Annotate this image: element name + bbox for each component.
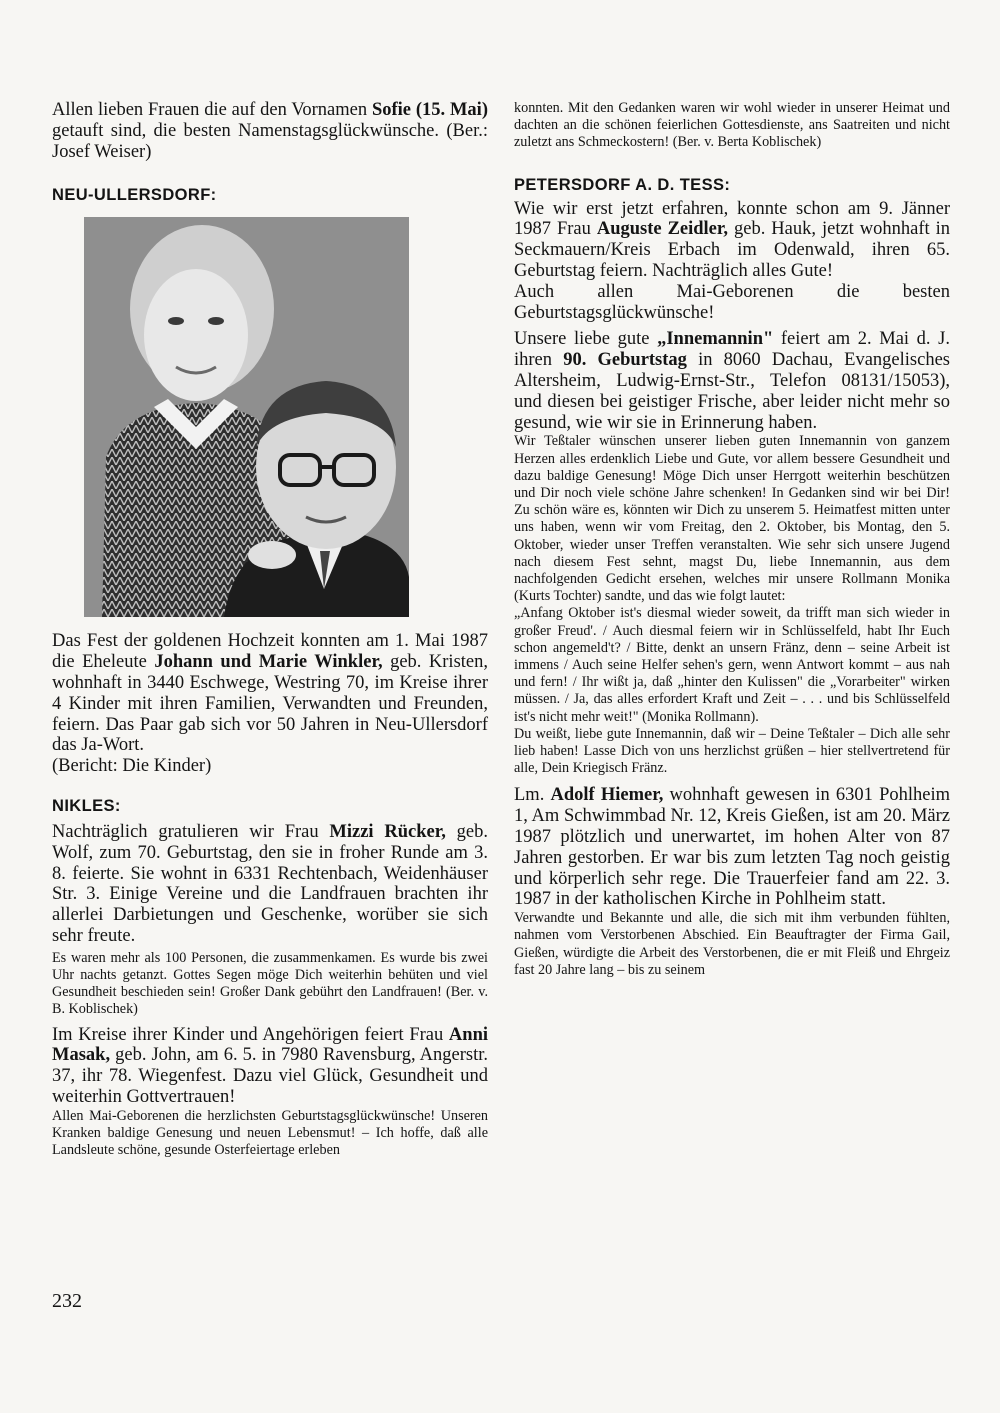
zeidler-text: Wie wir erst jetzt erfahren, konnte schon am 9. Jänner 1987 Frau bbox=[514, 198, 950, 240]
intro-bold: Sofie (15. Mai) bbox=[371, 100, 488, 120]
masak-text-2: geb. John, am 6. 5. in 7980 Ravensburg, Angerstr. 37, ihr 78. Wiegenfest. Dazu viel Glück, Gesundheit und weiterhin Gottvertrauen! bbox=[52, 1045, 488, 1107]
innemannin-birthday: 90. Geburtstag bbox=[563, 350, 687, 371]
ruecker-name: Mizzi Rücker, bbox=[329, 821, 446, 842]
masak-name: Anni Masak, bbox=[52, 1024, 488, 1066]
hiemer-text: Lm. bbox=[514, 785, 551, 806]
heading-petersdorf: PETERSDORF A. D. TESS: bbox=[514, 175, 731, 194]
poem-paragraph: „Anfang Oktober ist's diesmal wieder soweit, da trifft man sich wieder in großer Freud'. / Auch diesmal feiern wir in Schlüsselfeld, habt Ihr Euch schon angemeld't? / Bitte, denkt an unsern Fränz, denn – seine Arbeit ist immens / Auch seine Helfer sehen's gern, wenn Antwort kommt – aus nah und fern! / Ihr wißt ja, daß „hinter den Kulissen" die „Vorarbeiter" wirken müssen. / Ja, das alles erfordert Kraft und Zeit – . . . und bis Schlüsselfeld ist's nicht mehr weit!" (Monika Rollmann). bbox=[514, 605, 950, 725]
innemannin-text-3: in 8060 Dachau, Evangelisches Altersheim, Ludwig-Ernst-Str., Telefon 08131/15053), und diesen bei geistiger Frische, aber leider nicht mehr so gesund, wie wir sie in Erinnerung haben. bbox=[514, 350, 950, 433]
ruecker-text-2: geb. Wolf, zum 70. Geburtstag, den sie in froher Runde am 3. 8. feierte. Sie wohnt in 6331 Rechtenbach, Weidenhäuser Str. 3. Einige Vereine und die Landfrauen brachten ihr allerlei Darbietungen und Geschenke, worüber sie sich sehr freute. bbox=[52, 821, 488, 946]
innemannin-text: Unsere liebe gute bbox=[514, 329, 658, 350]
heading-neu-ullersdorf: NEU-ULLERSDORF: bbox=[52, 186, 217, 205]
winkler-source: (Bericht: Die Kinder) bbox=[52, 756, 212, 777]
zeidler-paragraph bbox=[514, 199, 950, 324]
page-number: 232 bbox=[52, 1290, 82, 1312]
tesstaler-wishes-paragraph: Wir Teßtaler wünschen unserer lieben guten Innemannin von ganzem Herzen alles erdenklich Liebe und Gute, vor allem bessere Gesundheit und dazu baldige Genesung! Möge Dich unser Herrgott weiterhin beschützen und Dir noch viele schöne Jahre schenken! In Gedanken sind wir bei Dir! Zu schön wäre es, könnten wir Dich zu unserem 5. Heimatfest mitten unter uns haben, wenn wir vom Freitag, den 2. Oktober, bis Montag, den 5. Oktober, wieder unser Treffen veranstalten. Wie sehr sich unsere Jugend nach diesem Fest sehnt, magst Du, liebe Innemannin, aus dem nachfolgenden Gedicht ersehen, welches mir unsere Rollmann Monika (Kurts Tochter) sandte, und das wie folgt lautet: bbox=[514, 433, 950, 605]
couple-portrait-image bbox=[84, 217, 409, 617]
masak-paragraph bbox=[52, 1025, 488, 1108]
winkler-paragraph bbox=[52, 631, 488, 777]
heading-nikles: NIKLES: bbox=[52, 796, 121, 815]
hiemer-name: Adolf Hiemer, bbox=[550, 785, 664, 806]
nikles-closing-paragraph: Allen Mai-Geborenen die herzlichsten Geburtstagsglückwünsche! Unseren Kranken baldige Genesung und neuen Lebensmut! – Ich hoffe, daß alle Landsleute schöne, gesunde Osterfeiertage erleben bbox=[52, 1107, 488, 1159]
winkler-names: Johann und Marie Winkler, bbox=[154, 652, 383, 673]
zeidler-name: Auguste Zeidler, bbox=[596, 219, 729, 240]
zeidler-may-wishes: Auch allen Mai-Geborenen die besten Geburtstagsglückwünsche! bbox=[514, 281, 950, 323]
hiemer-farewell-paragraph: Verwandte und Bekannte und alle, die sich mit ihm verbunden fühlten, nahmen vom Verstorbenen Abschied. Ein Beauftragter der Firma Gail, Gießen, würdigte die Arbeit des Verstorbenen, die er mit Fleiß und Ehrgeiz fast 20 Jahre lang – bis zu seinem bbox=[514, 910, 950, 978]
continuation-paragraph: konnten. Mit den Gedanken waren wir wohl wieder in unserer Heimat und dachten an die schönen feierlichen Gottesdienste, ans Saatreiten und nicht zuletzt ans Schmeckostern! (Ber. v. Berta Koblischek) bbox=[514, 100, 950, 151]
ruecker-paragraph bbox=[52, 822, 488, 947]
ruecker-small-paragraph: Es waren mehr als 100 Personen, die zusammenkamen. Es wurde bis zwei Uhr nachts getanzt. Gottes Segen möge Dich weiterhin behüten und viel Gesundheit beschieden sein! Großer Dank gebührt den Landfrauen! (Ber. v. B. Koblischek) bbox=[52, 949, 488, 1018]
innemannin-text-2: feiert am 2. Mai d. J. ihren bbox=[514, 329, 951, 371]
masak-text: Im Kreise ihrer Kinder und Angehörigen feiert Frau bbox=[52, 1024, 449, 1045]
hiemer-text-2: wohnhaft gewesen in 6301 Pohlheim 1, Am Schwimmbad Nr. 12, Kreis Gießen, ist am 20. März 1987 plötzlich und unerwartet, im hohen Alter von 87 Jahren gestorben. Er war bis zum letzten Tag noch geistig und körperlich sehr rege. Die Trauerfeier fand am 22. 3. 1987 in der katholischen Kirche in Pohlheim statt. bbox=[514, 785, 950, 910]
couple-photo bbox=[84, 217, 409, 617]
winkler-text-2: geb. Kristen, wohnhaft in 3440 Eschwege, Westring 70, im Kreise ihrer 4 Kinder mit ihren Familien, Verwandten und Freunden, feiern. Das Paar gab sich vor 50 Jahren in Neu-Ullersdorf das Ja-Wort. bbox=[52, 652, 488, 756]
intro-text: Allen lieben Frauen die auf den Vornamen bbox=[52, 100, 372, 120]
winkler-text: Das Fest der goldenen Hochzeit konnten am 1. Mai 1987 die Eheleute bbox=[52, 631, 488, 673]
intro-paragraph bbox=[52, 100, 488, 162]
fraenz-greeting-paragraph: Du weißt, liebe gute Innemannin, daß wir – Deine Teßtaler – Dich alle sehr lieb haben! Lasse Dich von uns herzlichst grüßen – hier stellvertretend für alle, Dein Kriegisch Fränz. bbox=[514, 725, 950, 777]
ruecker-text: Nachträglich gratulieren wir Frau bbox=[52, 821, 330, 842]
left-column bbox=[52, 100, 488, 1159]
hiemer-paragraph bbox=[514, 785, 950, 910]
zeidler-text-2: geb. Hauk, jetzt wohnhaft in Seckmauern/Kreis Erbach im Odenwald, ihren 65. Geburtstag feiern. Nachträglich alles Gute! bbox=[514, 219, 950, 281]
right-column bbox=[514, 100, 950, 979]
intro-text-2: getauft sind, die besten Namenstagsglückwünsche. (Ber.: Josef Weiser) bbox=[52, 120, 488, 162]
innemannin-paragraph bbox=[514, 329, 950, 433]
innemannin-name: „Innemannin" bbox=[657, 329, 774, 350]
